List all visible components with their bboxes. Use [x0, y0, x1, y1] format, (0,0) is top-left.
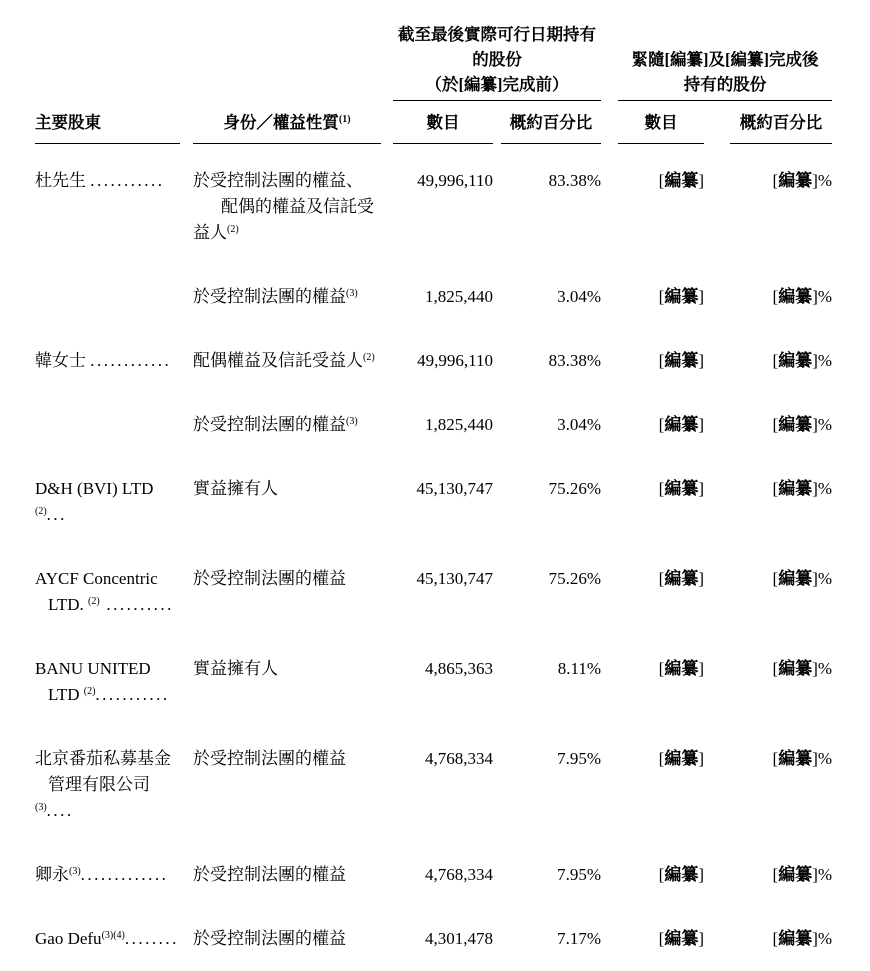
shares-before-pct-cell: 8.11% [501, 637, 601, 727]
identity-cell: 於受控制法團的權益 [193, 727, 381, 843]
shareholder-name-cell: 卿永$^{(3)}$............. [35, 843, 180, 907]
shares-after-number-cell: [編纂] [618, 265, 704, 329]
cell-gap [381, 727, 393, 843]
cell-gap [381, 144, 393, 266]
identity-cell: 配偶權益及信託受益人$^{(2)}$ [193, 329, 381, 393]
cell-gap [493, 907, 501, 971]
cell-gap [493, 727, 501, 843]
cell-gap [180, 144, 193, 266]
shares-after-pct-cell: [編纂]% [730, 144, 832, 266]
cell-gap [601, 637, 618, 727]
cell-gap [601, 393, 618, 457]
cell-gap [704, 547, 730, 637]
cell-gap [704, 393, 730, 457]
cell-gap [601, 144, 618, 266]
group-after-line1: 緊隨[編纂]及[編纂]完成後 [632, 50, 819, 69]
table-row [35, 727, 832, 843]
cell-gap [180, 393, 193, 457]
shares-before-pct-cell: 7.95% [501, 727, 601, 843]
shares-before-pct-cell: 75.26% [501, 457, 601, 547]
cell-gap [180, 329, 193, 393]
cell-gap [704, 265, 730, 329]
shareholder-name-cell: 北京番茄私募基金 管理有限公司$^{(3)}$.... [35, 727, 180, 843]
column-header-row [35, 101, 832, 144]
shares-after-pct-cell: [編纂]% [730, 547, 832, 637]
shares-before-pct-cell: 7.17% [501, 907, 601, 971]
identity-cell: 實益擁有人 [193, 637, 381, 727]
table-row [35, 329, 832, 393]
group-header-shares-before [393, 22, 601, 101]
cell-gap [493, 637, 501, 727]
cell-gap [493, 144, 501, 266]
shares-after-number-cell: [編纂] [618, 547, 704, 637]
col-gap [704, 101, 730, 144]
shares-before-number-cell: 4,865,363 [393, 637, 493, 727]
cell-gap [704, 907, 730, 971]
identity-cell: 於受控制法團的權益 [193, 547, 381, 637]
group-before-line1: 截至最後實際可行日期持有的股份 [398, 25, 596, 69]
shares-before-pct-cell: 75.26% [501, 547, 601, 637]
table-row [35, 547, 832, 637]
cell-gap [601, 727, 618, 843]
shareholder-name-cell: AYCF Concentric LTD. $^{(2)}$ .......... [35, 547, 180, 637]
shares-before-number-cell: 4,301,478 [393, 907, 493, 971]
cell-gap [704, 727, 730, 843]
shareholder-name-cell [35, 265, 180, 329]
col-header-pct-after: 概約百分比 [730, 101, 832, 144]
shareholder-name-cell: Gao Defu$^{(3)(4)}$........ [35, 907, 180, 971]
shares-after-number-cell: [編纂] [618, 144, 704, 266]
shares-after-number-cell: [編纂] [618, 393, 704, 457]
cell-gap [704, 457, 730, 547]
table-row [35, 144, 832, 266]
table-row [35, 843, 832, 907]
shares-after-number-cell: [編纂] [618, 727, 704, 843]
cell-gap [601, 907, 618, 971]
cell-gap [180, 727, 193, 843]
shares-before-pct-cell: 3.04% [501, 393, 601, 457]
shares-after-pct-cell: [編纂]% [730, 265, 832, 329]
group-before-line2: （於[編纂]完成前） [426, 75, 569, 94]
cell-gap [601, 329, 618, 393]
cell-gap [493, 843, 501, 907]
cell-gap [493, 547, 501, 637]
cell-gap [704, 843, 730, 907]
cell-gap [180, 457, 193, 547]
cell-gap [381, 843, 393, 907]
shares-after-pct-cell: [編纂]% [730, 637, 832, 727]
col-gap [381, 101, 393, 144]
cell-gap [180, 843, 193, 907]
shares-after-number-cell: [編纂] [618, 907, 704, 971]
cell-gap [704, 144, 730, 266]
group-header-gap [601, 22, 618, 101]
col-gap [180, 101, 193, 144]
cell-gap [704, 637, 730, 727]
shares-before-number-cell: 49,996,110 [393, 329, 493, 393]
col-header-pct-before: 概約百分比 [501, 101, 601, 144]
shares-before-pct-cell: 7.95% [501, 843, 601, 907]
shares-after-pct-cell: [編纂]% [730, 457, 832, 547]
cell-gap [381, 637, 393, 727]
shares-before-pct-cell: 83.38% [501, 144, 601, 266]
col-header-number-before: 數目 [393, 101, 493, 144]
cell-gap [381, 907, 393, 971]
identity-cell: 於受控制法團的權益$^{(3)}$ [193, 265, 381, 329]
col-gap [601, 101, 618, 144]
shares-before-pct-cell: 83.38% [501, 329, 601, 393]
identity-cell: 於受控制法團的權益$^{(3)}$ [193, 393, 381, 457]
identity-cell: 於受控制法團的權益 [193, 843, 381, 907]
cell-gap [601, 265, 618, 329]
cell-gap [493, 393, 501, 457]
col-header-number-after: 數目 [618, 101, 704, 144]
shares-after-pct-cell: [編纂]% [730, 329, 832, 393]
table-row [35, 637, 832, 727]
col-gap [493, 101, 501, 144]
shares-after-pct-cell: [編纂]% [730, 907, 832, 971]
cell-gap [381, 457, 393, 547]
shares-before-number-cell: 45,130,747 [393, 547, 493, 637]
table-row [35, 393, 832, 457]
shares-before-number-cell: 1,825,440 [393, 393, 493, 457]
identity-cell: 於受控制法團的權益 [193, 907, 381, 971]
cell-gap [381, 265, 393, 329]
shares-after-number-cell: [編纂] [618, 637, 704, 727]
cell-gap [601, 547, 618, 637]
shares-after-number-cell: [編纂] [618, 843, 704, 907]
col-header-identity: 身份／權益性質$^{(1)}$ [193, 101, 381, 144]
table-body [35, 144, 832, 971]
shareholder-name-cell: 杜先生 ........... [35, 144, 180, 266]
shares-after-pct-cell: [編纂]% [730, 393, 832, 457]
table-row [35, 265, 832, 329]
cell-gap [381, 393, 393, 457]
shares-before-pct-cell: 3.04% [501, 265, 601, 329]
col-header-shareholder: 主要股東 [35, 101, 180, 144]
shares-after-pct-cell: [編纂]% [730, 843, 832, 907]
identity-cell: 於受控制法團的權益、 配偶的權益及信託受益人$^{(2)}$ [193, 144, 381, 266]
cell-gap [180, 907, 193, 971]
cell-gap [704, 329, 730, 393]
shares-after-number-cell: [編纂] [618, 457, 704, 547]
shareholder-name-cell: BANU UNITED LTD $^{(2)}$........... [35, 637, 180, 727]
shares-before-number-cell: 4,768,334 [393, 843, 493, 907]
cell-gap [493, 329, 501, 393]
shares-after-pct-cell: [編纂]% [730, 727, 832, 843]
cell-gap [381, 547, 393, 637]
cell-gap [180, 547, 193, 637]
group-header-row [35, 22, 832, 101]
table-row [35, 907, 832, 971]
group-after-line2: 持有的股份 [684, 75, 767, 94]
shares-after-number-cell: [編纂] [618, 329, 704, 393]
cell-gap [601, 843, 618, 907]
cell-gap [493, 265, 501, 329]
group-header-spacer [35, 22, 393, 101]
shares-before-number-cell: 4,768,334 [393, 727, 493, 843]
cell-gap [381, 329, 393, 393]
major-shareholders-table [35, 22, 832, 971]
cell-gap [601, 457, 618, 547]
shareholder-name-cell: 韓女士 ............ [35, 329, 180, 393]
cell-gap [493, 457, 501, 547]
shareholder-name-cell [35, 393, 180, 457]
shares-before-number-cell: 1,825,440 [393, 265, 493, 329]
identity-cell: 實益擁有人 [193, 457, 381, 547]
shareholder-name-cell: D&H (BVI) LTD $^{(2)}$... [35, 457, 180, 547]
cell-gap [180, 265, 193, 329]
cell-gap [180, 637, 193, 727]
table-row [35, 457, 832, 547]
shares-before-number-cell: 45,130,747 [393, 457, 493, 547]
shares-before-number-cell: 49,996,110 [393, 144, 493, 266]
group-header-shares-after [618, 22, 832, 101]
